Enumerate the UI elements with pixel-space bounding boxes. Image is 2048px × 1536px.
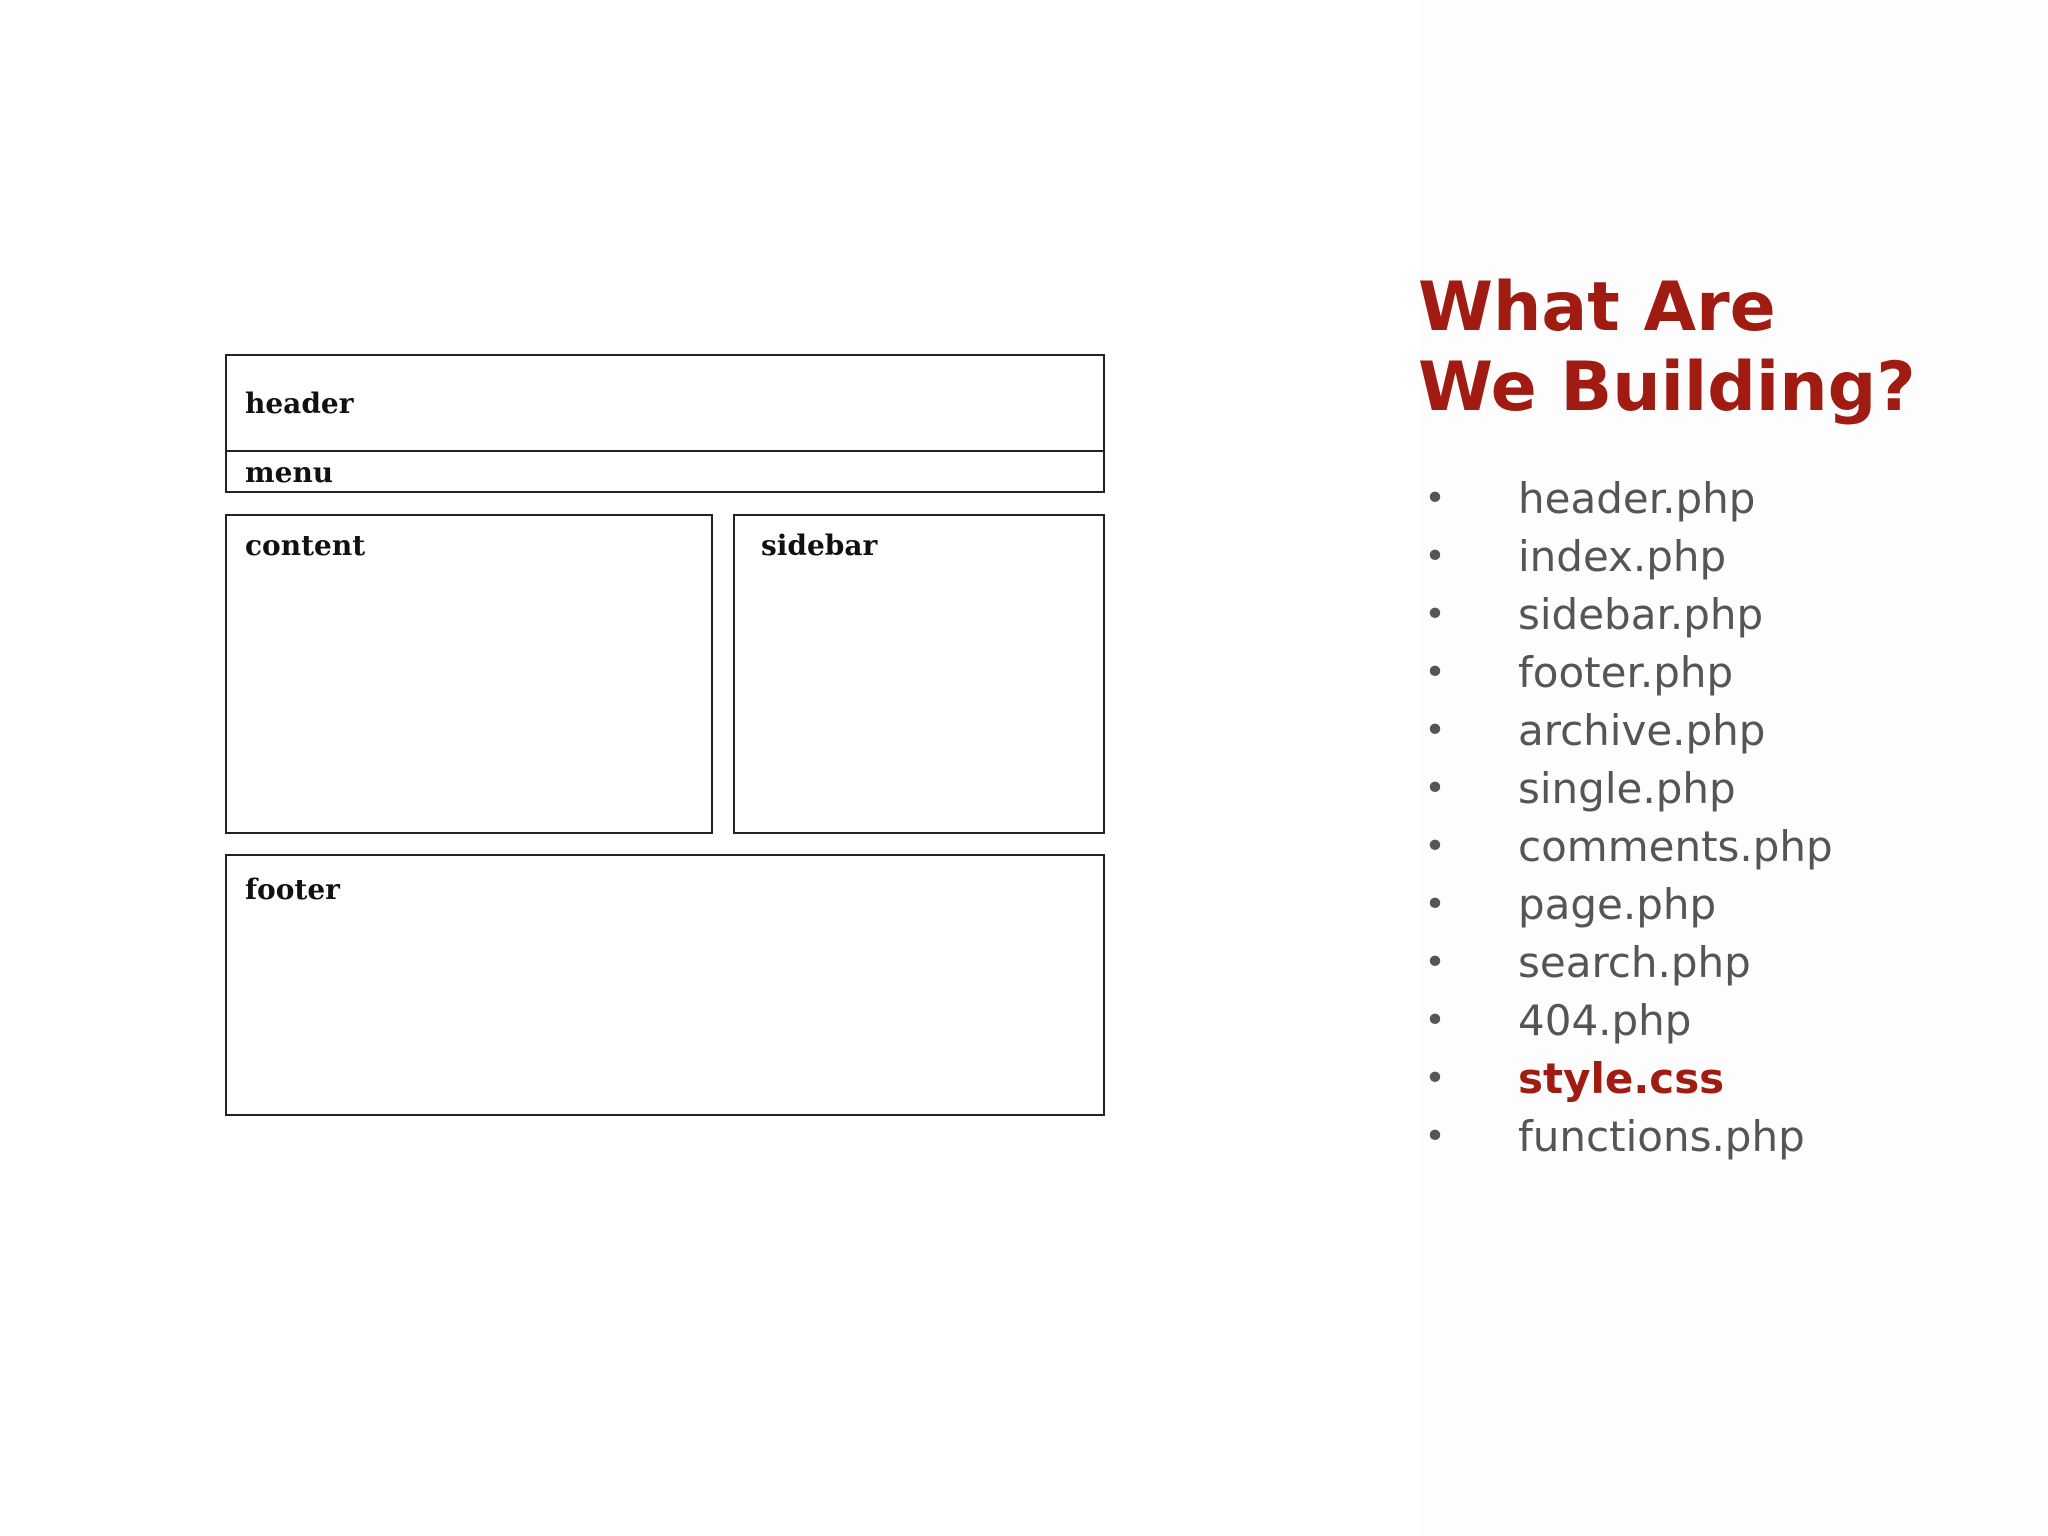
file-name: header.php xyxy=(1518,474,1756,523)
bullet-icon: • xyxy=(1424,710,1446,751)
bullet-icon: • xyxy=(1424,594,1446,635)
bullet-icon: • xyxy=(1424,536,1446,577)
wireframe-footer-box xyxy=(225,854,1105,1116)
wireframe-sidebar-label: sidebar xyxy=(761,529,878,562)
wireframe-menu-label: menu xyxy=(245,456,334,489)
file-name: search.php xyxy=(1518,938,1751,987)
bullet-icon: • xyxy=(1424,1000,1446,1041)
file-name: single.php xyxy=(1518,764,1736,813)
file-name: page.php xyxy=(1518,880,1717,929)
file-name: archive.php xyxy=(1518,706,1766,755)
slide-title xyxy=(1418,268,1916,428)
bullet-icon: • xyxy=(1424,884,1446,925)
bullet-icon: • xyxy=(1424,478,1446,519)
file-name: comments.php xyxy=(1518,822,1833,871)
file-name: sidebar.php xyxy=(1518,590,1764,639)
wireframe-content-label: content xyxy=(245,529,366,562)
wireframe-content-box xyxy=(225,514,713,834)
wireframe-sidebar-box xyxy=(733,514,1105,834)
bullet-icon: • xyxy=(1424,768,1446,809)
file-name: footer.php xyxy=(1518,648,1734,697)
wireframe-menu-box xyxy=(225,450,1105,493)
file-name: functions.php xyxy=(1518,1112,1805,1161)
bullet-icon: • xyxy=(1424,1116,1446,1157)
bullet-icon: • xyxy=(1424,826,1446,867)
bullet-icon: • xyxy=(1424,942,1446,983)
wireframe-header-label: header xyxy=(245,387,354,420)
file-name: 404.php xyxy=(1518,996,1692,1045)
slide-title-line-2: We Building? xyxy=(1418,348,1916,427)
file-name: index.php xyxy=(1518,532,1727,581)
slide-title-line-1: What Are xyxy=(1418,268,1776,347)
bullet-icon: • xyxy=(1424,1058,1446,1099)
file-name: style.css xyxy=(1518,1054,1725,1103)
wireframe-footer-label: footer xyxy=(245,873,340,906)
bullet-icon: • xyxy=(1424,652,1446,693)
wireframe-header-box xyxy=(225,354,1105,452)
